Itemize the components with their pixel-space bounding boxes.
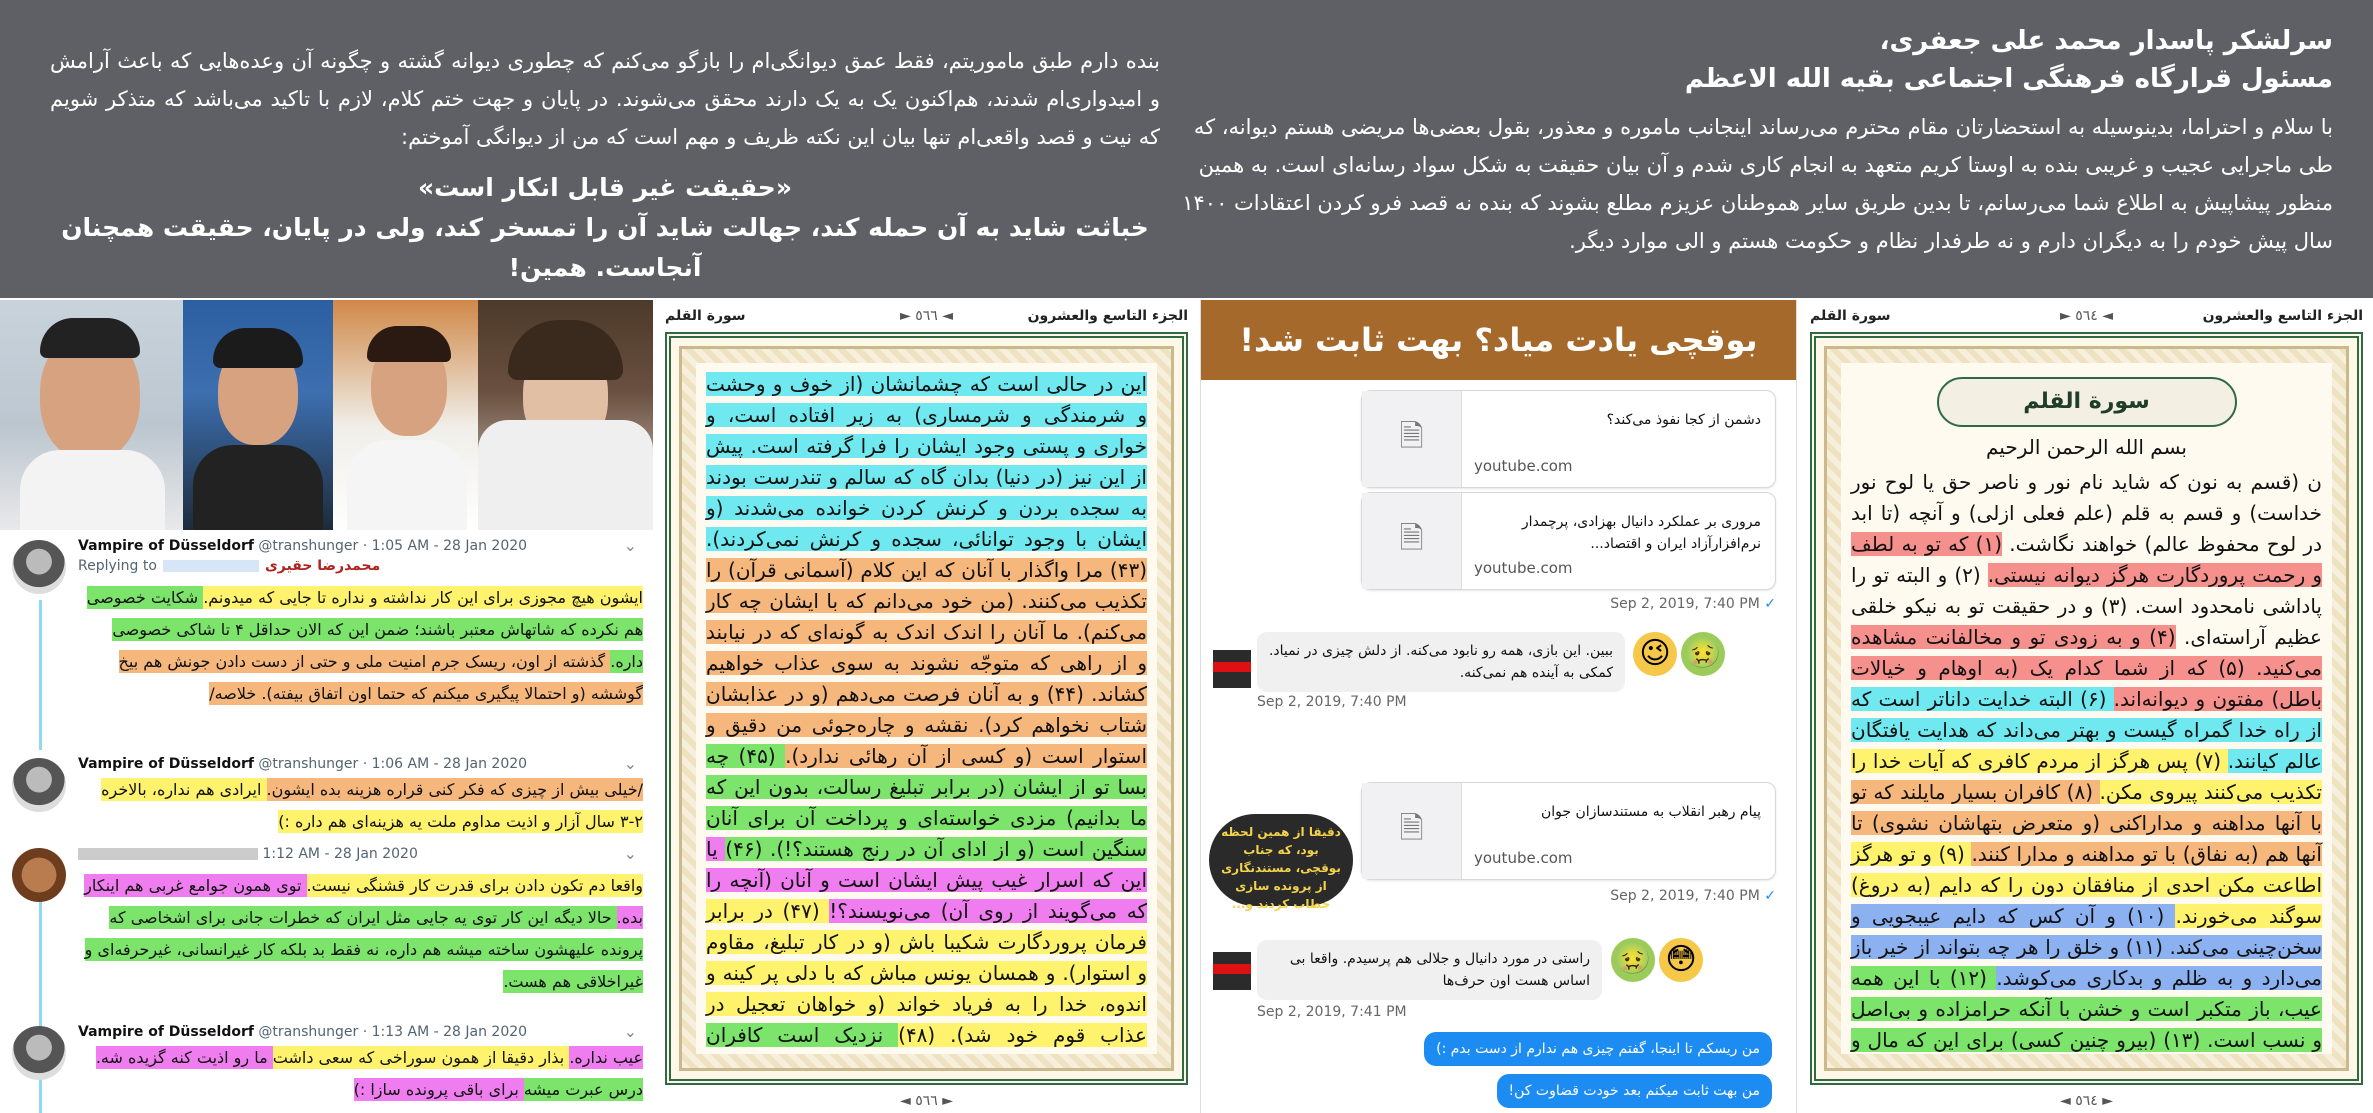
juz-label: الجزء التاسع والعشرون	[2202, 308, 2363, 324]
avatar	[1213, 952, 1251, 990]
incoming-message: ببین. این بازی، همه رو نابود می‌کنه. از دلش چیزی در نمیاد. کمکی به آینده هم نمی‌کنه.	[1257, 632, 1625, 692]
link-domain: youtube.com	[1474, 559, 1573, 577]
highlighted-segment: شکایت خصوصی هم نکرده که شاتهاش معتبر باشند؛ ضمن این که الان حداقل ۴ تا شاکی خصوصی داره.	[86, 588, 643, 671]
link-domain: youtube.com	[1474, 849, 1573, 867]
outgoing-message: من ریسکم تا اینجا، گفتم چیزی هم ندارم از دست بدم :)	[1424, 1032, 1772, 1066]
verse-text	[1851, 467, 2322, 1054]
highlighted-segment: عیب نداره.	[569, 1048, 643, 1067]
header-right-letter	[1173, 22, 2333, 260]
juz-label: الجزء التاسع والعشرون	[1027, 308, 1188, 324]
outgoing-message: من بهت ثابت میکنم بعد خودت قضاوت کن!	[1497, 1074, 1772, 1108]
highlighted-segment: حالا دیگه این کار توی یه جایی مثل ایران که خطرات جانی برای اشخاصی که پرونده علیهشون ساخته میشه هم داره، نه فقط بد بلکه کار غیرانسانی، غیرحرفه‌ای و غیراخلاقی هم هست.	[84, 908, 643, 991]
tweet-header	[78, 1024, 527, 1040]
highlighted-segment: (۹) و تو هرگز اطاعت مکن احدی از منافقان دون را که دایم (به دروغ) سوگند می‌خورند.	[1851, 842, 2323, 928]
highlighted-segment: اینکار بده.	[84, 876, 643, 927]
highlighted-segment: (۱) که تو به لطف و رحمت پروردگارت هرگز دیوانه نیستی.	[1851, 532, 2323, 587]
quran-frame	[1810, 332, 2363, 1085]
photo-strip	[0, 300, 653, 530]
winking-face-icon: 😉	[1633, 632, 1677, 676]
portrait-photo	[478, 300, 653, 530]
quran-page-left	[655, 300, 1198, 1113]
highlighted-segment: (۴) و به زودی تو و مخالفانت مشاهده می‌کنید. (۵) که از شما کدام یک (به اوهام و خیالات باطل) مفتون و دیوانه‌اند.	[1851, 625, 2323, 711]
highlighted-segment: شه.	[95, 1048, 128, 1067]
portrait-photo	[0, 300, 183, 530]
surah-label: سورة القلم	[1810, 308, 1891, 324]
author-name: Vampire of Düsseldorf	[78, 538, 254, 554]
tweet-header	[78, 846, 418, 862]
highlighted-segment: گذشته از اون، ریسک جرم امنیت ملی و حتی از دست دادن جونش هم بیخ گوششه (و احتمالا پیگیری میکنم که حتما اون اتفاق بیفته). خلاصه/	[118, 652, 643, 703]
letter-recipient-title: مسئول قرارگاه فرهنگی اجتماعی بقیه الله الاعظم	[1684, 64, 2333, 94]
incoming-message: راستی در مورد دانیال و جلالی هم پرسیدم. واقعا بی اساس هست اون حرف‌ها	[1257, 940, 1602, 1000]
chat-screenshot	[1200, 300, 1797, 1113]
chat-thread	[1201, 382, 1796, 1113]
bismillah: بسم الله الرحمن الرحيم	[1985, 435, 2187, 459]
tweet[interactable]	[12, 840, 645, 1020]
surah-label: سورة القلم	[665, 308, 746, 324]
portrait-photo	[333, 300, 478, 530]
letter-body-continued: بنده دارم طبق ماموریتم، فقط عمق دیوانگی‌ام را بازگو می‌کنم که چطوری دیوانه گشته و چگونه آن وعده‌هایی که باعث آرامش و امیدواری‌ام شدند، هم‌اکنون یک به یک دارند محقق می‌شوند. در پایان و جهت ختم کلام، لازم با تاکید می‌باشد که متذکر شویم که نیت و قصد واقعی‌ام تنها بیان این نکته ظریف و مهم است که من از دیوانگی آموختم:	[50, 49, 1160, 149]
tweet[interactable]	[12, 1018, 645, 1113]
reply-name: محمدرضا حقیری	[264, 558, 381, 574]
author-name: Vampire of Düsseldorf	[78, 1024, 254, 1040]
tweet-text	[78, 582, 643, 710]
highlighted-segment: توی همون جوامع غربی هم	[124, 876, 307, 895]
tweet[interactable]	[12, 532, 645, 752]
page-number-footer: ◄ ٥٦٤ ►	[2060, 1093, 2113, 1109]
page-number: ◄ ٥٦٤ ►	[2060, 308, 2113, 324]
link-preview-card[interactable]	[1361, 390, 1776, 488]
quran-page-header	[1810, 306, 2363, 330]
highlighted-segment: ن (قسم به نون که شاید نام نور و ناصر حق یا لوح نور خداست) و قسم به قلم (علم فعلی ازلی) و آنچه (تا ابد در لوح محفوظ عالم) خواهند نگاشت.	[1851, 470, 2322, 556]
timestamp: Sep 2, 2019, 7:40 PM	[1257, 694, 1407, 710]
highlighted-segment: (۲) و البته تو را پاداشی نامحدود است. (۳) و در حقیقت تو به نیکو خلقی عظیم آراسته‌ای.	[1851, 563, 2322, 649]
highlighted-segment: واقعا دم تکون دادن برای قدرت کار قشنگی نیست.	[306, 876, 643, 895]
tweet-text	[78, 870, 643, 998]
highlighted-segment: بذار دقیقا از همون سوراخی که سعی داشت	[272, 1048, 570, 1067]
header-left-letter	[50, 42, 1160, 288]
checkmark-icon: ✓	[1764, 596, 1776, 612]
highlighted-segment: (۸) کافران بسیار مایلند که تو با آنها مداهنه و مداراکنی (و متعرض بتهاشان نشوی) تا آنها هم (به نفاق) با تو مداهنه و مدارا کنند.	[1851, 780, 2322, 866]
highlighted-segment: (۴۳) مرا واگذار با آنان که این کلام (آسمانی قرآن) را تکذیب می‌کنند. (من خود می‌دانم که با ایشان چه کار می‌کنم). ما آنان را اندک اندک به گونه‌ای که در نیابند و از راهی که متوجّه نشوند به سوی عذاب خواهیم کشاند. (۴۴) و به آنان فرصت می‌دهم (و در عذابشان شتاب نخواهم کرد). نقشه و چاره‌جوئی من دقیق و استوار است (و کسی از آن رهائی ندارد).	[706, 558, 1147, 768]
tweet-header	[78, 538, 527, 554]
author-handle: 1:12 AM - 28 Jan 2020	[262, 846, 418, 862]
shocked-face-icon: 😳	[1659, 938, 1703, 982]
link-title: دشمن از کجا نفوذ می‌کند؟	[1606, 412, 1761, 428]
link-title: مروری بر عملکرد دانیال بهزادی، پرچمدار نرم‌افزارآزاد ایران و اقتصاد...	[1521, 514, 1761, 552]
letter-body: با سلام و احتراما، بدینوسیله به استحضارتان مقام محترم می‌رساند اینجانب ماموره و معذور، بقول بعضی‌ها مریضی هستم دیوانه، که طی ماجرایی عجیب و غریبی بنده به اوستا کریم متعهد به انجام کاری شدم و آن بیان حقیقت به شکل سواد رسانه‌ای است. به همین منظور پیشاپیش به اطلاع شما می‌رسانم، تا بدین طریق سایر هموطنان عزیزم مطلع بشوند که بنده نه قصد فرو کردن اعتقادات ۱۴۰۰ سال پیش خودم را به دیگران دارم و نه طرفدار نظام و حکومت هستم و الی موارد دیگر.	[1182, 115, 2333, 253]
document-icon: 🗎	[1362, 783, 1462, 879]
letter-quote-title: «حقیقت غیر قابل انکار است»	[418, 173, 792, 202]
highlighted-segment: برای باقی پرونده سازا :)	[353, 1080, 524, 1099]
tweets-panel	[0, 300, 653, 1113]
link-domain: youtube.com	[1474, 457, 1573, 475]
document-icon: 🗎	[1362, 391, 1462, 487]
highlighted-segment: (۱۲) با این همه عیب، باز متکبر است و خشن با آنکه حرامزاده و بی‌اصل و نسب است. (۱۳) (بیرو چنین کسی) برای این که مال و	[1851, 966, 2322, 1054]
chevron-down-icon[interactable]: ⌄	[623, 1022, 637, 1041]
link-title: پیام رهبر انقلاب به مستندسازان جوان	[1541, 804, 1761, 820]
avatar	[12, 1026, 66, 1080]
surah-title: سورة القلم	[1937, 377, 2237, 427]
chat-banner-title: بوقچی یادت میاد؟ بهت ثابت شد!	[1201, 300, 1796, 380]
highlighted-segment: (۶) البته خدایت داناتر است که از راه خدا گمراه گیست و بهتر می‌داند که هدایت یافتگان عالم کیانند.	[1851, 687, 2322, 773]
highlighted-segment: /خیلی بیش از چیزی که فکر کنی قراره هزینه بده ایشون.	[266, 780, 643, 799]
author-handle: @transhunger · 1:06 AM - 28 Jan 2020	[258, 756, 528, 772]
highlighted-segment: (۴۵) چه بسا تو از ایشان (در برابر تبلیغ رسالت، بدون این که ما بدانیم) مزدی خواسته‌ای و پرداخت آن برای آنان سنگین است (و از ادای آن در رنج هستند؟!). (۴۶)	[706, 744, 1147, 861]
tweet-header	[78, 756, 527, 772]
verse-text	[706, 369, 1147, 1054]
chevron-down-icon[interactable]: ⌄	[623, 754, 637, 773]
nauseated-face-icon: 🤢	[1681, 632, 1725, 676]
quran-frame	[665, 332, 1188, 1085]
timestamp: Sep 2, 2019, 7:41 PM	[1257, 1004, 1407, 1020]
page-number-footer: ◄ ٥٦٦ ►	[900, 1093, 953, 1109]
quran-text	[1841, 363, 2332, 1054]
avatar	[12, 758, 66, 812]
chevron-down-icon[interactable]: ⌄	[623, 844, 637, 863]
portrait-photo	[183, 300, 333, 530]
highlighted-segment: ایشون هیچ مجوزی برای این کار نداشته و نداره تا جایی که میدونم.	[203, 588, 643, 607]
link-preview-card[interactable]	[1361, 492, 1776, 590]
avatar	[12, 540, 66, 594]
chevron-down-icon[interactable]: ⌄	[623, 536, 637, 555]
highlighted-segment: نزدیک است کافران	[706, 1023, 1147, 1054]
quran-page-header	[665, 306, 1188, 330]
timestamp: Sep 2, 2019, 7:40 PM ✓	[1610, 888, 1776, 904]
author-handle: @transhunger · 1:13 AM - 28 Jan 2020	[258, 1024, 528, 1040]
page-number: ◄ ٥٦٦ ►	[900, 308, 953, 324]
link-preview-card[interactable]	[1361, 782, 1776, 880]
highlighted-segment: گزیده	[127, 1048, 171, 1067]
header-banner	[0, 0, 2373, 298]
timestamp: Sep 2, 2019, 7:40 PM ✓	[1610, 596, 1776, 612]
sticker-message: دقیقا از همین لحظه بود، که جناب بوقچی، مستندنگاری از پرونده سازی خطاب کردند و...	[1209, 814, 1353, 906]
highlighted-segment: ایرادی هم نداره، بالاخره ۲-۳ سال آزار و اذیت مداوم ملت یه هزینه‌ای هم داره :)	[101, 780, 643, 831]
avatar	[12, 848, 66, 902]
letter-quote-body: خباثت شاید به آن حمله کند، جهالت شاید آن را تمسخر کند، ولی در پایان، حقیقت همچنان آنجاست. همین!	[61, 213, 1149, 282]
letter-recipient: سرلشکر پاسدار محمد علی جعفری،	[1879, 26, 2333, 56]
tweet-text	[78, 774, 643, 838]
replying-to: Replying to محمدرضا حقیری	[78, 558, 381, 574]
highlighted-segment: (۱۰) و آن کس که دایم عیبجویی و سخن‌چینی می‌کند. (۱۱) و خلق را هر چه بتواند از خیر باز می‌دارد و به ظلم و بدکاری می‌کوشد.	[1851, 904, 2322, 990]
quran-text	[696, 363, 1157, 1054]
author-name: Vampire of Düsseldorf	[78, 756, 254, 772]
quran-page-right	[1800, 300, 2373, 1113]
highlighted-segment: ما رو اذیت کنه	[170, 1048, 273, 1067]
author-handle: @transhunger · 1:05 AM - 28 Jan 2020	[258, 538, 528, 554]
avatar	[1213, 650, 1251, 688]
checkmark-icon: ✓	[1764, 888, 1776, 904]
highlighted-segment: یا این که اسرار غیب پیش ایشان است و آنان (آنچه را که می‌گویند از روی آن) می‌نویسند؟!	[706, 837, 1147, 923]
nauseated-face-icon: 🤢	[1611, 938, 1655, 982]
highlighted-segment: (۷) پس هرگز از مردم کافری که آیات خدا را تکذیب می‌کنند پیروی مکن.	[1851, 749, 2322, 804]
highlighted-segment: این در حالی است که چشمانشان (از خوف و وحشت و شرمندگی و شرمساری) به زیر افتاده است، و خواری و پستی وجود ایشان را فرا گرفته است. پیش از این نیز (در دنیا) بدان گاه که سالم و تندرست بودند به سجده بردن و کرنش کردن خوانده می‌شدند (و ایشان با وجود توانائی، سجده و کرنش نمی‌کردند).	[706, 372, 1147, 551]
highlighted-segment: (۴۷) در برابر فرمان پروردگارت شکیبا باش (و در کار تبلیغ، مقاوم و استوار). و همسان یونس مباش که با دلی پر کینه و اندوه، خدا را به فریاد خواند (و خواهان تعجیل در عذاب قوم خود شد). (۴۸)	[706, 899, 1147, 1047]
document-icon: 🗎	[1362, 493, 1462, 589]
tweet-text	[78, 1042, 643, 1106]
highlighted-segment: درس عبرت میشه	[523, 1080, 643, 1099]
